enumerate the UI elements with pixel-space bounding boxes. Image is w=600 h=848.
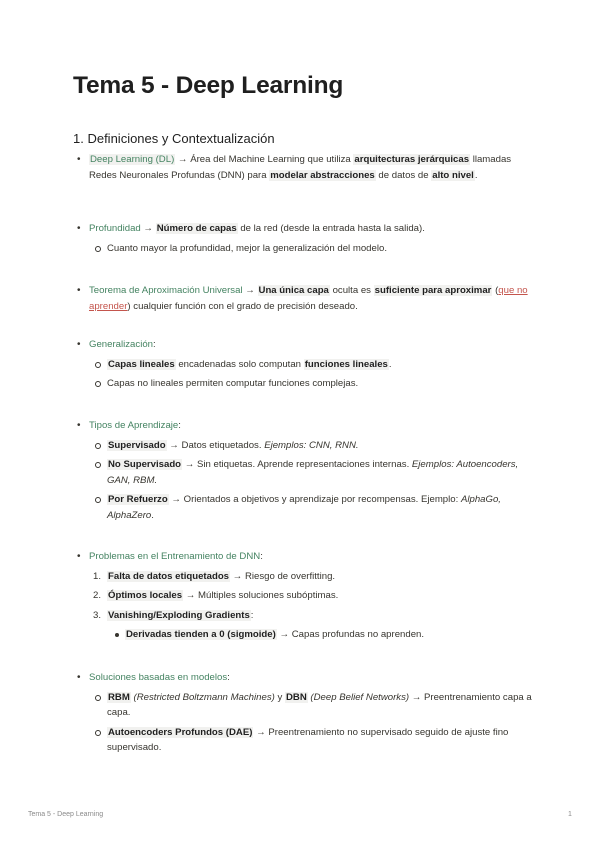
numbered-item: 1. Falta de datos etiquetados → Riesgo de overfitting. (93, 570, 336, 582)
list-item: • Deep Learning (DL) → Área del Machine Learning que utiliza arquitecturas jerárquicas llamadas Redes Neuronales Profundas (DNN) para modelar abstracciones de datos de alto nivel. (73, 152, 533, 183)
page-title: Tema 5 - Deep Learning (73, 72, 344, 99)
footer-title: Tema 5 - Deep Learning (28, 811, 104, 818)
sub-item: Supervisado → Datos etiquetados. Ejemplos: CNN, RNN. (73, 438, 533, 454)
sub-item: No Supervisado → Sin etiquetas. Aprende representaciones internas. Ejemplos: Autoencoders, GAN, RBM. (73, 457, 533, 488)
section-heading: 1. Definiciones y Contextualización (73, 131, 275, 146)
sub-item: Capas no lineales permiten computar funciones complejas. (73, 376, 533, 392)
term-soluciones: Soluciones basadas en modelos (89, 672, 228, 683)
numbered-item: 3. Vanishing/Exploding Gradients: (93, 609, 254, 621)
bullet-soluciones (73, 670, 533, 756)
term-problemas: Problemas en el Entrenamiento de DNN (89, 551, 261, 562)
bullet-generalizacion (73, 337, 533, 392)
list-item: • Soluciones basadas en modelos: (73, 670, 533, 686)
term-generalizacion: Generalización (89, 339, 153, 350)
sub-item: Cuanto mayor la profundidad, mejor la generalización del modelo. (73, 241, 533, 257)
footer-page-number: 1 (568, 811, 572, 818)
term-profundidad: Profundidad (89, 223, 141, 234)
bullet-deep-learning (73, 152, 533, 183)
sub-item: Derivadas tienden a 0 (sigmoide) → Capas profundas no aprenden. (73, 627, 533, 643)
term-deep-learning: Deep Learning (DL) (90, 154, 175, 165)
numbered-item: 2. Óptimos locales → Múltiples soluciones subóptimas. (93, 590, 339, 601)
sub-item: RBM (Restricted Boltzmann Machines) y DBN (Deep Belief Networks) → Preentrenamiento capa a capa. (73, 690, 533, 721)
sub-item: Por Refuerzo → Orientados a objetivos y aprendizaje por recompensas. Ejemplo: AlphaGo, AlphaZero. (73, 492, 533, 523)
term-teorema: Teorema de Aproximación Universal (89, 285, 243, 296)
list-item: • Profundidad → Número de capas de la red (desde la entrada hasta la salida). (73, 221, 533, 237)
bullet-tipos (73, 418, 533, 523)
term-tipos: Tipos de Aprendizaje (89, 420, 179, 431)
red-note: que no aprender (89, 285, 528, 312)
list-item: • Problemas en el Entrenamiento de DNN: (73, 549, 533, 565)
list-item: • Teorema de Aproximación Universal → Una única capa oculta es suficiente para aproximar (que no aprender) cualquier función con el grado de precisión deseado. (73, 283, 533, 314)
bullet-profundidad (73, 221, 533, 256)
bullet-teorema (73, 283, 533, 314)
sub-item: Autoencoders Profundos (DAE) → Preentrenamiento no supervisado seguido de ajuste fino supervisado. (73, 725, 533, 756)
list-item: • Tipos de Aprendizaje: (73, 418, 533, 434)
list-item: • Generalización: (73, 337, 533, 353)
sub-item: Capas lineales encadenadas solo computan funciones lineales. (73, 357, 533, 373)
bullet-problemas (73, 549, 533, 643)
